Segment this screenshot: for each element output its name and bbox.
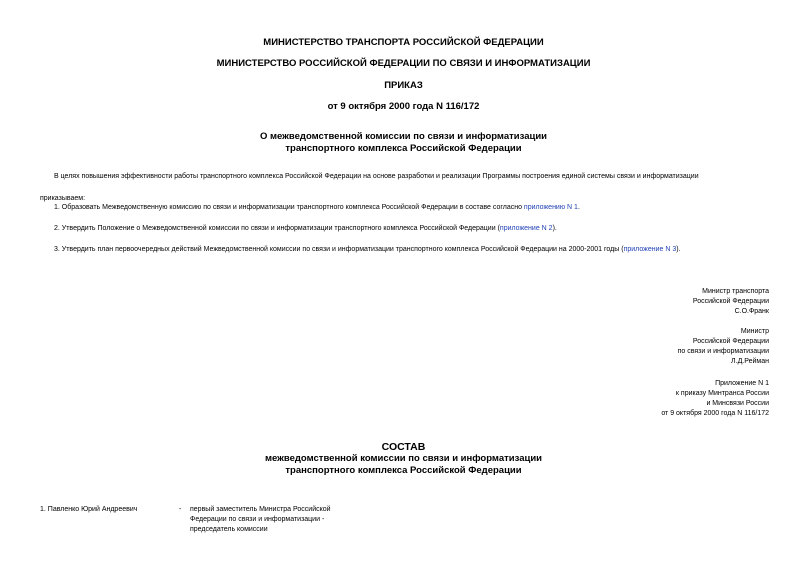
member-role-line: первый заместитель Министра Российской — [190, 506, 331, 513]
ministry-transport-heading: МИНИСТЕРСТВО ТРАНСПОРТА РОССИЙСКОЙ ФЕДЕРАЦИИ — [263, 37, 544, 48]
appendix-3-link[interactable]: приложение N 3 — [623, 246, 677, 253]
ministry-communications-heading: МИНИСТЕРСТВО РОССИЙСКОЙ ФЕДЕРАЦИИ ПО СВЯЗИ И ИНФОРМАТИЗАЦИИ — [216, 58, 591, 69]
signature-line: Российской Федерации — [692, 338, 769, 345]
appendix-ref-line: и Минсвязи России — [706, 400, 769, 407]
member-dash: - — [179, 506, 182, 513]
signature-name: С.О.Франк — [734, 308, 769, 315]
order-item-text: 1. Образовать Межведомственную комиссию по связи и информатизации транспортного комплекса Российской Федерации в составе согласно — [54, 204, 524, 211]
appendix-2-link[interactable]: приложение N 2 — [499, 225, 553, 232]
member-role-line: председатель комиссии — [190, 526, 268, 533]
order-item-1 — [54, 203, 580, 213]
signature-communications — [678, 327, 769, 367]
signature-line: Министр — [740, 328, 769, 335]
doc-date-heading: от 9 октября 2000 года N 116/172 — [327, 101, 480, 112]
order-word: приказываем: — [40, 195, 86, 202]
appendix-ref-line: Приложение N 1 — [715, 380, 769, 387]
order-item-tail: . — [577, 204, 580, 211]
member-role-line: Федерации по связи и информатизации - — [190, 516, 325, 523]
appendix-1-link[interactable]: приложению N 1 — [523, 204, 578, 211]
appendix-reference — [661, 379, 769, 419]
composition-title: СОСТАВ — [381, 441, 426, 453]
order-item-tail: ). — [676, 246, 681, 253]
composition-subtitle-2: транспортного комплекса Российской Федерации — [285, 465, 522, 476]
order-item-text: 2. Утвердить Положение о Межведомственной комиссии по связи и информатизации транспортного комплекса Российской Федерации ( — [54, 225, 500, 232]
signature-line: Министр транспорта — [702, 288, 769, 295]
appendix-ref-line: от 9 октября 2000 года N 116/172 — [661, 410, 769, 417]
order-item-text: 3. Утвердить план первоочередных действий Межведомственной комиссии по связи и информатизации транспортного комплекса Российской Федерации на 2000-2001 годы ( — [54, 246, 624, 253]
subject-line-2: транспортного комплекса Российской Федерации — [285, 143, 522, 154]
member-name: 1. Павленко Юрий Андреевич — [40, 506, 138, 513]
signature-name: Л.Д.Рейман — [731, 358, 769, 365]
member-role — [190, 505, 331, 535]
composition-subtitle-1: межведомственной комиссии по связи и информатизации — [264, 453, 542, 464]
order-item-2 — [54, 224, 557, 234]
order-item-tail: ). — [552, 225, 557, 232]
subject-line-1: О межведомственной комиссии по связи и информатизации — [259, 131, 548, 142]
signature-transport — [693, 287, 769, 317]
order-item-3 — [54, 245, 681, 255]
doc-type-heading: ПРИКАЗ — [384, 80, 423, 91]
signature-line: Российской Федерации — [692, 298, 769, 305]
preamble-text: В целях повышения эффективности работы транспортного комплекса Российской Федерации на основе разработки и реализации Программы построения единой системы связи и информатизации — [54, 173, 699, 180]
signature-line: по связи и информатизации — [677, 348, 769, 355]
appendix-ref-line: к приказу Минтранса России — [675, 390, 769, 397]
